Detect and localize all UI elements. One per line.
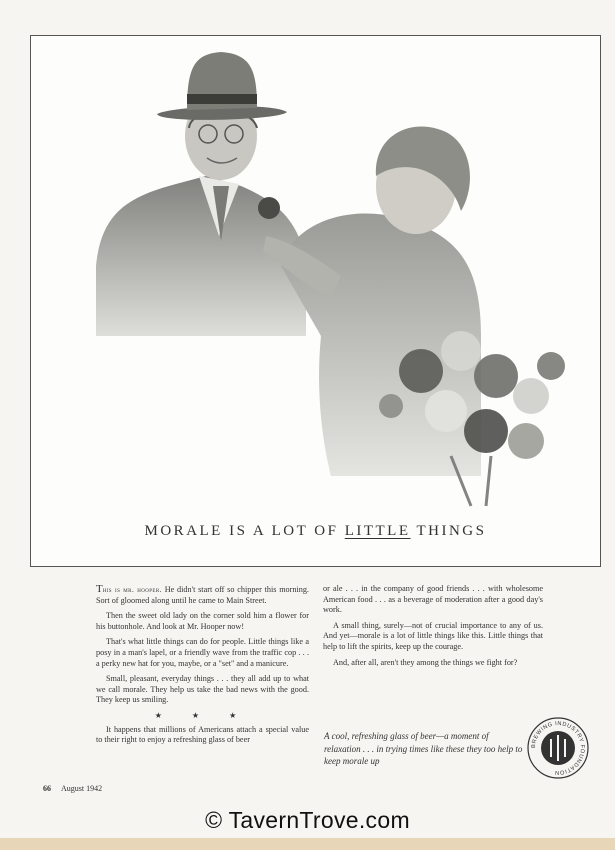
body-column-1 [96,584,309,751]
paragraph-6: or ale . . . in the company of good friends . . . with wholesome American food . . . as a beverage of moderation after a good day's work. [323,584,543,615]
paragraph-8: And, after all, aren't they among the things we fight for? [333,657,518,667]
page-folio [43,784,102,793]
watermark: © TavernTrove.com [205,807,410,833]
paper-edge [0,838,615,850]
illustration-man-and-flower-woman [91,36,571,531]
seal-text: BREWING INDUSTRY FOUNDATION [530,720,586,776]
paragraph-1-text: He didn't start off so chipper this morning. Sort of gloomed along until he came to Main Street. [96,585,309,605]
headline-part2: THINGS [410,523,487,539]
tagline: A cool, refreshing glass of beer—a moment of relaxation . . . in trying times like these they too help to keep morale up [324,731,523,766]
illustration-frame [30,35,601,567]
drop-cap: T [96,583,103,595]
headline [31,523,600,540]
paragraph-7: A small thing, surely—not of crucial importance to any of us. And yet—morale is a lot of little things like this. Little things that help to lift the spirits, keep up the courage. [323,620,543,651]
issue-date: August 1942 [61,784,103,793]
paragraph-3: That's what little things can do for people. Little things like a posy in a man's lapel, or a friendly wave from the traffic cop . . . a perky new hat for you, maybe, or a "set" and a manicure. [96,637,309,668]
headline-part1: MORALE IS A LOT OF [144,523,345,539]
star-divider: ★ ★ ★ [154,710,251,720]
paragraph-2: Then the sweet old lady on the corner sold him a flower for his buttonhole. And look at Mr. Hooper now! [96,611,309,631]
small-caps-lead: his is mr. hooper. [102,585,162,594]
brewing-industry-foundation-seal [527,717,589,779]
body-column-2 [323,584,543,673]
paragraph-5: It happens that millions of Americans attach a special value to their right to enjoy a refreshing glass of beer [96,724,309,745]
paragraph-4: Small, pleasant, everyday things . . . they all add up to what we call morale. They help us take the bad news with the good. They keep us smiling. [96,674,309,705]
paragraph-1 [96,584,309,606]
page-number: 66 [43,784,51,793]
headline-underlined-word: LITTLE [344,523,411,539]
